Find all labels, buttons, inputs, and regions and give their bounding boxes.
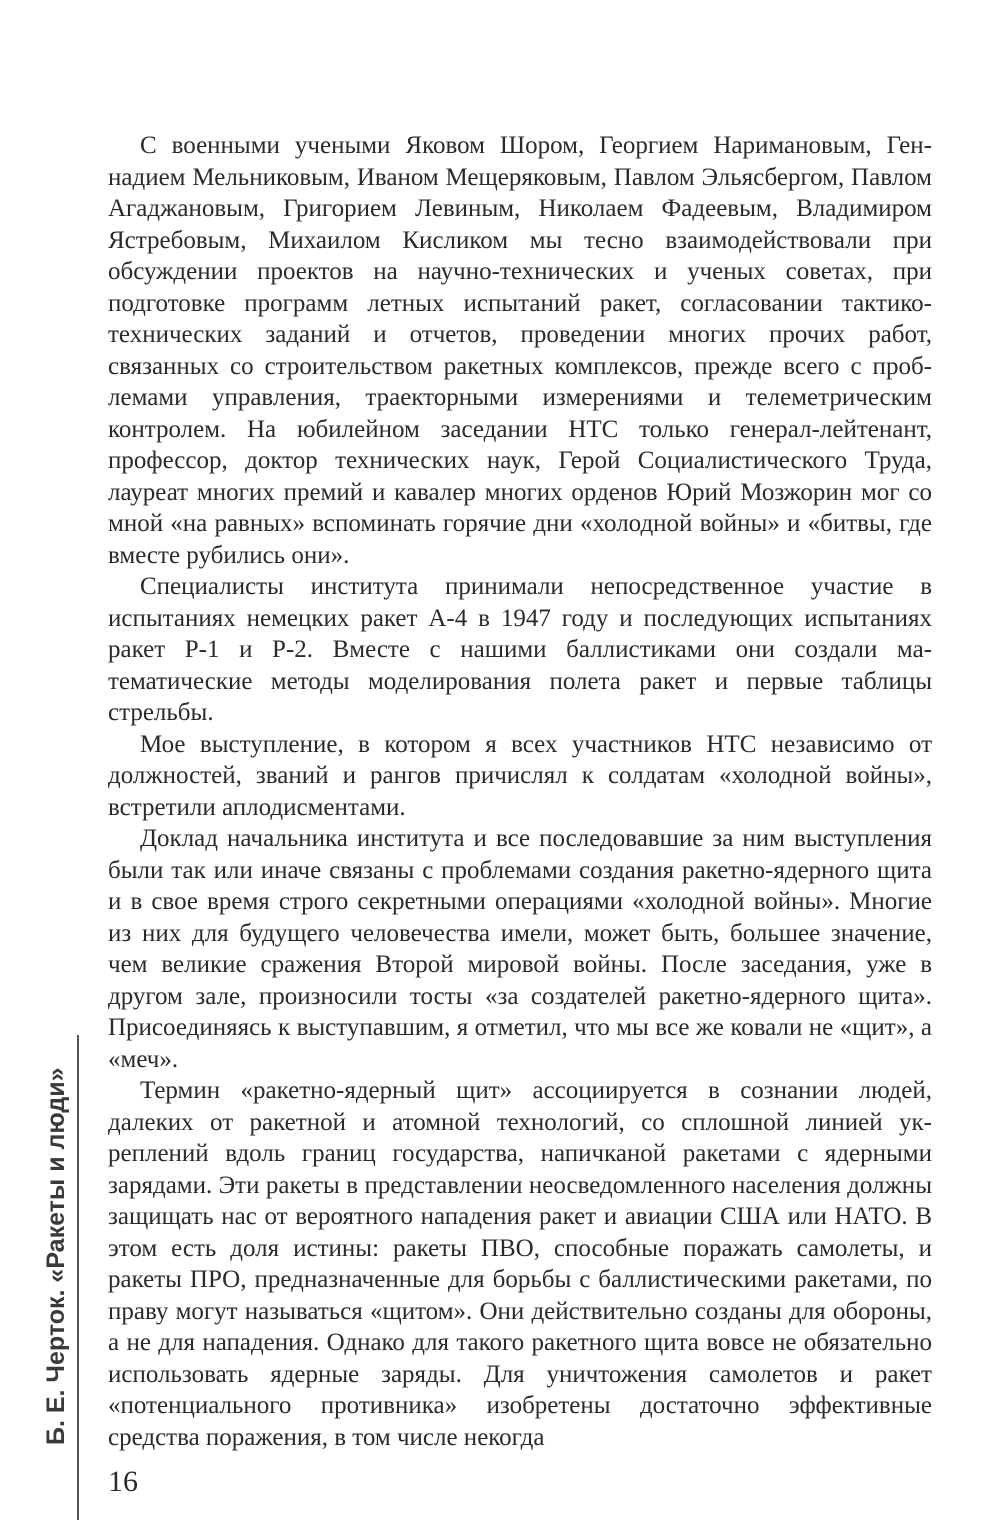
page-number: 16 — [108, 1465, 138, 1498]
paragraph: Термин «ракетно-ядерный щит» ассоциируется в сознании людей, далеких от ракетной и атомной технологий, со сплошной линией укреплений вдоль границ государства, напичканой ракетами с ядерными зарядами. Эти ракеты в представлении неосведомленного населения должны защищать нас от вероятного нападения ракет и авиации США или НАТО. В этом есть доля истины: ракеты ПВО, способные поражать самолеты, и ракеты ПРО, предназначенные для борьбы с баллистическими ракетами, по праву могут называться «щитом». Они действительно созданы для обороны, а не для нападения. Однако для такого ракетного щита вовсе не обязательно использовать ядерные заряды. Для уничтожения самолетов и ракет «потенциального противника» изобретены достаточно эффективные средства поражения, в том числе некогда — [108, 1077, 932, 1451]
paragraph: Мое выступление, в котором я всех участников НТС независимо от должностей, званий и рангов причислял к солдатам «холодной войны», встретили аплодисментами. — [108, 730, 932, 821]
body-text — [108, 130, 932, 1453]
paragraph: Доклад начальника института и все последовавшие за ним выступления были так или иначе связаны с проблемами создания ракетно-ядерного щита и в свое время строго секретными операциями «холодной войны». Многие из них для будущего человечества имели, может быть, большее значение, чем великие сражения Второй мировой войны. После заседания, уже в другом зале, произносили тосты «за создателей ракетно-ядерного щита». Присоединяясь к выступавшим, я отметил, что мы все же ковали не «щит», а «меч». — [108, 825, 932, 1073]
paragraph: Специалисты института принимали непосредственное участие в испытаниях немецких ракет А-4 в 1947 году и последующих испытаниях ракет Р-1 и Р-2. Вместе с нашими баллистиками они создали математические методы моделирования полета ракет и первые таблицы стрельбы. — [108, 573, 932, 726]
running-head: Б. Е. Черток. «Ракеты и люди» — [42, 1067, 70, 1445]
paragraph: С военными учеными Яковом Шором, Георгием Наримановым, Геннадием Мельниковым, Иваном Мещеряковым, Павлом Эльясбергом, Павлом Агаджановым, Григорием Левиным, Николаем Фадеевым, Владимиром Ястребовым, Михаилом Кисликом мы тесно взаимодействовали при обсуждении проектов на научно-технических и ученых советах, при подготовке программ летных испытаний ракет, согласовании тактико-технических заданий и отчетов, проведении многих прочих работ, связанных со строительством ракетных комплексов, прежде всего с проблемами управления, траекторными измерениями и телеметрическим контролем. На юбилейном заседании НТС только генерал-лейтенант, профессор, доктор технических наук, Герой Социалистического Труда, лауреат многих премий и кавалер многих орденов Юрий Мозжорин мог со мной «на равных» вспоминать горячие дни «холодной войны» и «битвы, где вместе рубились они». — [108, 132, 932, 569]
margin-rule — [77, 1035, 79, 1520]
